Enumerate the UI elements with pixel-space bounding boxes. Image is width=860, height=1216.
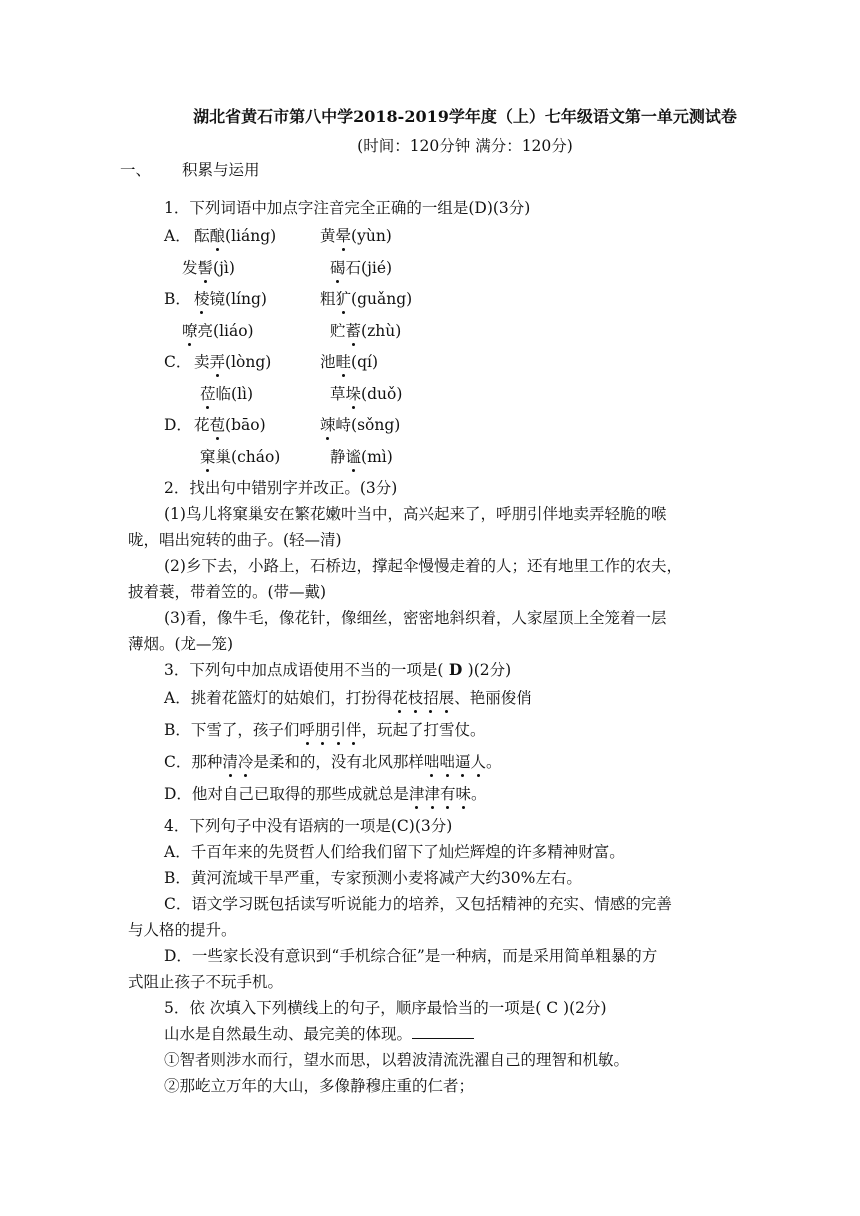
q5-stem: 5．依 次填入下列横线上的句子，顺序最恰当的一项是( C )(2分) xyxy=(164,999,607,1017)
q3-option-a: A．挑着花篮灯的姑娘们，打扮得花枝招展、艳丽俊俏 xyxy=(164,689,532,707)
q1-c-word4: 草垛(duǒ) xyxy=(330,385,403,403)
q4-option-b: B．黄河流域干旱严重，专家预测小麦将减产大约30%左右。 xyxy=(164,869,582,887)
q1-b-word3: 嘹亮(liáo) xyxy=(182,322,254,340)
q2-sentence-2a: (2)乡下去，小路上，石桥边，撑起伞慢慢走着的人；还有地里工作的农夫， xyxy=(164,557,682,575)
q1-d-word4: 静谧(mì) xyxy=(330,448,393,466)
q1-b-word4: 贮蓄(zhù) xyxy=(330,322,402,340)
q1-a-word2: 黄晕(yùn) xyxy=(320,227,392,245)
q1-option-a-label: A． xyxy=(164,227,191,245)
answer-blank xyxy=(412,1024,474,1039)
q5-item-1: ①智者则涉水而行，望水而思，以碧波清流洗濯自己的理智和机敏。 xyxy=(164,1051,630,1069)
q3-stem: 3．下列句中加点成语使用不当的一项是( D )(2分) xyxy=(164,660,512,679)
q1-d-word2: 竦峙(sǒng) xyxy=(320,416,401,434)
q1-option-c-label: C． xyxy=(164,353,192,371)
q2-sentence-3b: 薄烟。(龙—笼) xyxy=(128,635,234,653)
q1-option-b-label: B． xyxy=(164,290,191,308)
q1-a-word3: 发髻(jì) xyxy=(182,259,235,277)
q4-option-c-line1: C．语文学习既包括读写听说能力的培养，又包括精神的充实、情感的完善 xyxy=(164,895,672,913)
q2-sentence-1b: 咙，唱出宛转的曲子。(轻—清) xyxy=(128,531,342,549)
q3-option-b: B．下雪了，孩子们呼朋引伴，玩起了打雪仗。 xyxy=(164,721,486,739)
q3-option-c: C．那种清冷是柔和的，没有北风那样咄咄逼人。 xyxy=(164,753,502,771)
q1-stem: 1．下列词语中加点字注音完全正确的一组是(D)(3分) xyxy=(164,199,531,217)
q1-b-word2: 粗犷(guǎng) xyxy=(320,290,413,308)
q4-option-a: A．千百年来的先贤哲人们给我们留下了灿烂辉煌的许多精神财富。 xyxy=(164,843,625,861)
q4-option-d-line1: D．一些家长没有意识到“手机综合征”是一种病，而是采用简单粗暴的方 xyxy=(164,947,658,965)
exam-title: 湖北省黄石市第八中学2018-2019学年度（上）七年级语文第一单元测试卷 xyxy=(193,107,737,126)
q1-b-word1: 棱镜(líng) xyxy=(194,290,267,308)
q4-option-d-line2: 式阻止孩子不玩手机。 xyxy=(128,973,284,991)
q1-a-word4: 碣石(jié) xyxy=(330,259,393,277)
q1-c-word2: 池畦(qí) xyxy=(320,353,379,371)
q2-stem: 2．找出句中错别字并改正。(3分) xyxy=(164,479,398,497)
q5-passage: 山水是自然最生动、最完美的体现。 xyxy=(164,1024,474,1046)
q2-sentence-1a: (1)鸟儿将窠巢安在繁花嫩叶当中，高兴起来了，呼朋引伴地卖弄轻脆的喉 xyxy=(164,505,667,523)
q4-option-c-line2: 与人格的提升。 xyxy=(128,921,237,939)
q4-stem: 4．下列句子中没有语病的一项是(C)(3分) xyxy=(164,817,453,835)
q1-d-word3: 窠巢(cháo) xyxy=(200,448,281,466)
q1-c-word3: 莅临(lì) xyxy=(200,385,254,403)
q3-option-d: D．他对自己已取得的那些成就总是津津有味。 xyxy=(164,785,487,803)
q3-answer: D xyxy=(443,660,468,679)
exam-subtitle: (时间：120分钟 满分：120分) xyxy=(357,137,573,155)
q5-item-2: ②那屹立万年的大山，多像静穆庄重的仁者； xyxy=(164,1077,475,1095)
section-number: 一、 xyxy=(120,161,152,179)
q1-c-word1: 卖弄(lòng) xyxy=(194,353,272,371)
q2-sentence-3a: (3)看，像牛毛，像花针，像细丝，密密地斜织着，人家屋顶上全笼着一层 xyxy=(164,609,667,627)
section-title: 积累与运用 xyxy=(182,161,260,179)
q1-d-word1: 花苞(bāo) xyxy=(194,416,266,434)
q2-sentence-2b: 披着蓑，带着笠的。(带—戴) xyxy=(128,583,327,601)
q1-a-word1: 酝酿(liáng) xyxy=(194,227,277,245)
q1-option-d-label: D． xyxy=(164,416,192,434)
